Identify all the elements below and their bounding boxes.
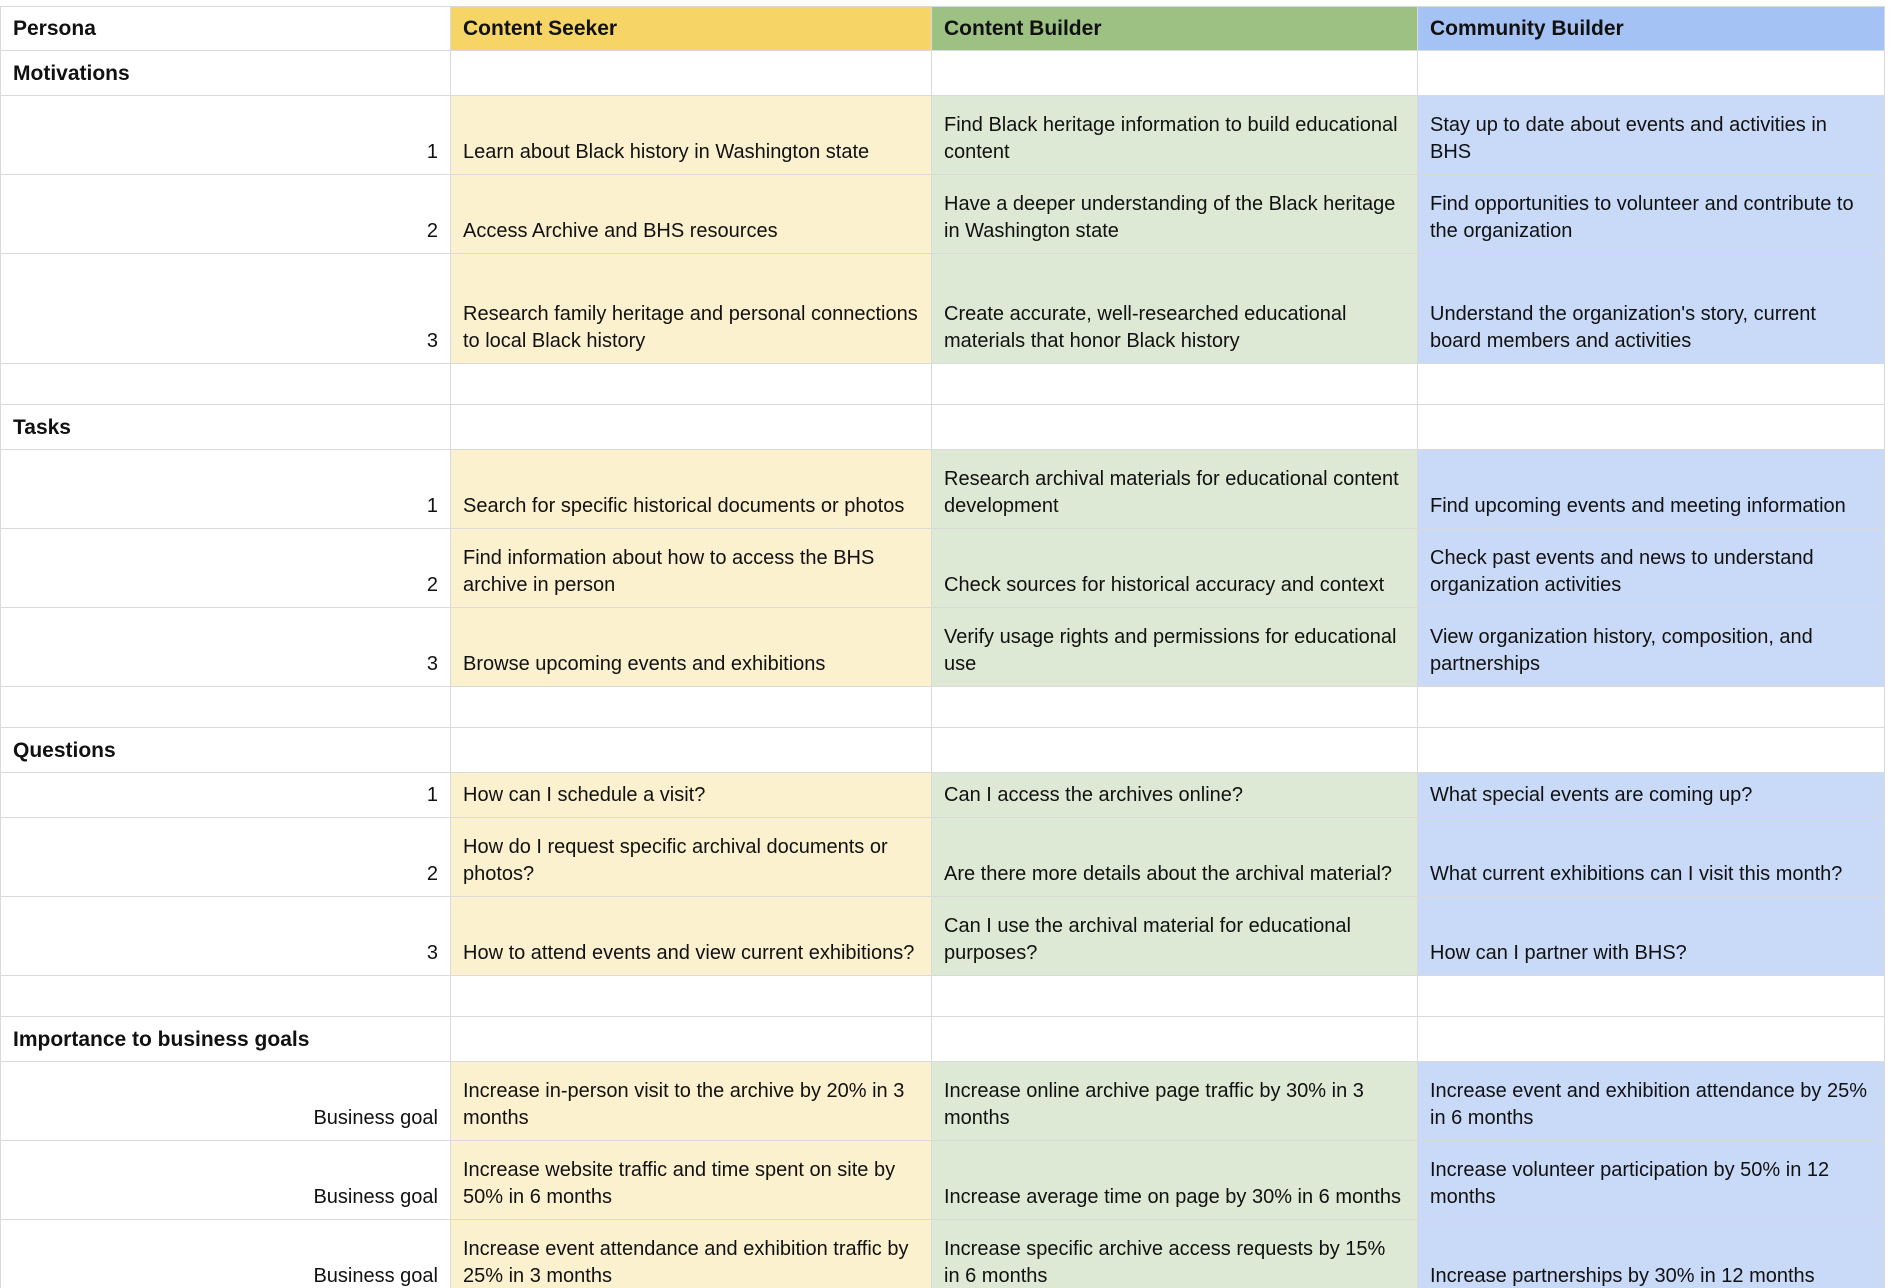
cell-motivation-1-content-seeker[interactable]: Learn about Black history in Washington state — [451, 96, 932, 175]
empty-cell[interactable] — [451, 364, 932, 405]
cell-business-goal-1-content-seeker[interactable]: Increase in-person visit to the archive by 20% in 3 months — [451, 1062, 932, 1141]
empty-cell[interactable] — [1418, 976, 1885, 1017]
cell-question-2-community-builder[interactable]: What current exhibitions can I visit this month? — [1418, 818, 1885, 897]
empty-cell[interactable] — [451, 728, 932, 773]
section-row-business-goals — [1, 1017, 1885, 1062]
section-row-tasks — [1, 405, 1885, 450]
row-number-cell[interactable]: 1 — [1, 773, 451, 818]
cell-task-2-content-builder[interactable]: Check sources for historical accuracy and context — [932, 529, 1418, 608]
cell-motivation-2-community-builder[interactable]: Find opportunities to volunteer and contribute to the organization — [1418, 175, 1885, 254]
empty-cell[interactable] — [932, 405, 1418, 450]
empty-cell[interactable] — [932, 1017, 1418, 1062]
persona-header-cell[interactable]: Persona — [1, 7, 451, 51]
business-goal-row-1 — [1, 1062, 1885, 1141]
cell-business-goal-1-content-builder[interactable]: Increase online archive page traffic by 30% in 3 months — [932, 1062, 1418, 1141]
row-number-cell[interactable]: 3 — [1, 897, 451, 976]
section-row-questions — [1, 728, 1885, 773]
cell-business-goal-2-community-builder[interactable]: Increase volunteer participation by 50% in 12 months — [1418, 1141, 1885, 1220]
row-number-cell[interactable]: 3 — [1, 254, 451, 364]
cell-business-goal-2-content-builder[interactable]: Increase average time on page by 30% in 6 months — [932, 1141, 1418, 1220]
cell-task-1-content-builder[interactable]: Research archival materials for educational content development — [932, 450, 1418, 529]
empty-cell[interactable] — [1418, 364, 1885, 405]
motivation-row-3 — [1, 254, 1885, 364]
section-label-questions[interactable]: Questions — [1, 728, 451, 773]
cell-task-3-content-builder[interactable]: Verify usage rights and permissions for educational use — [932, 608, 1418, 687]
cell-business-goal-3-content-seeker[interactable]: Increase event attendance and exhibition traffic by 25% in 3 months — [451, 1220, 932, 1288]
spacer-row — [1, 687, 1885, 728]
empty-cell[interactable] — [1, 687, 451, 728]
question-row-1 — [1, 773, 1885, 818]
persona-table — [0, 6, 1885, 1288]
cell-task-3-content-seeker[interactable]: Browse upcoming events and exhibitions — [451, 608, 932, 687]
section-label-motivations[interactable]: Motivations — [1, 51, 451, 96]
empty-cell[interactable] — [451, 1017, 932, 1062]
cell-question-3-community-builder[interactable]: How can I partner with BHS? — [1418, 897, 1885, 976]
content-seeker-header-cell[interactable]: Content Seeker — [451, 7, 932, 51]
motivation-row-2 — [1, 175, 1885, 254]
empty-cell[interactable] — [932, 976, 1418, 1017]
task-row-2 — [1, 529, 1885, 608]
cell-business-goal-1-community-builder[interactable]: Increase event and exhibition attendance by 25% in 6 months — [1418, 1062, 1885, 1141]
cell-question-1-content-seeker[interactable]: How can I schedule a visit? — [451, 773, 932, 818]
cell-motivation-2-content-builder[interactable]: Have a deeper understanding of the Black heritage in Washington state — [932, 175, 1418, 254]
empty-cell[interactable] — [451, 687, 932, 728]
business-goal-row-2 — [1, 1141, 1885, 1220]
empty-cell[interactable] — [1418, 51, 1885, 96]
empty-cell[interactable] — [932, 364, 1418, 405]
section-label-tasks[interactable]: Tasks — [1, 405, 451, 450]
row-number-cell[interactable]: 2 — [1, 175, 451, 254]
task-row-1 — [1, 450, 1885, 529]
cell-task-1-community-builder[interactable]: Find upcoming events and meeting information — [1418, 450, 1885, 529]
content-builder-header-cell[interactable]: Content Builder — [932, 7, 1418, 51]
empty-cell[interactable] — [451, 976, 932, 1017]
cell-question-1-content-builder[interactable]: Can I access the archives online? — [932, 773, 1418, 818]
task-row-3 — [1, 608, 1885, 687]
empty-cell[interactable] — [932, 687, 1418, 728]
cell-motivation-2-content-seeker[interactable]: Access Archive and BHS resources — [451, 175, 932, 254]
spacer-row — [1, 364, 1885, 405]
cell-business-goal-3-community-builder[interactable]: Increase partnerships by 30% in 12 months — [1418, 1220, 1885, 1288]
empty-cell[interactable] — [1, 364, 451, 405]
question-row-2 — [1, 818, 1885, 897]
header-row — [1, 7, 1885, 51]
cell-motivation-3-community-builder[interactable]: Understand the organization's story, current board members and activities — [1418, 254, 1885, 364]
row-label-cell[interactable]: Business goal — [1, 1062, 451, 1141]
row-number-cell[interactable]: 1 — [1, 96, 451, 175]
row-number-cell[interactable]: 2 — [1, 529, 451, 608]
empty-cell[interactable] — [1418, 405, 1885, 450]
cell-question-3-content-builder[interactable]: Can I use the archival material for educational purposes? — [932, 897, 1418, 976]
cell-task-2-community-builder[interactable]: Check past events and news to understand organization activities — [1418, 529, 1885, 608]
cell-motivation-3-content-seeker[interactable]: Research family heritage and personal connections to local Black history — [451, 254, 932, 364]
cell-task-2-content-seeker[interactable]: Find information about how to access the BHS archive in person — [451, 529, 932, 608]
cell-question-2-content-builder[interactable]: Are there more details about the archival material? — [932, 818, 1418, 897]
row-number-cell[interactable]: 1 — [1, 450, 451, 529]
cell-task-1-content-seeker[interactable]: Search for specific historical documents or photos — [451, 450, 932, 529]
cell-question-2-content-seeker[interactable]: How do I request specific archival documents or photos? — [451, 818, 932, 897]
section-label-business-goals[interactable]: Importance to business goals — [1, 1017, 451, 1062]
motivation-row-1 — [1, 96, 1885, 175]
empty-cell[interactable] — [1, 976, 451, 1017]
cell-motivation-1-content-builder[interactable]: Find Black heritage information to build educational content — [932, 96, 1418, 175]
section-row-motivations — [1, 51, 1885, 96]
cell-question-3-content-seeker[interactable]: How to attend events and view current exhibitions? — [451, 897, 932, 976]
empty-cell[interactable] — [1418, 1017, 1885, 1062]
empty-cell[interactable] — [1418, 687, 1885, 728]
cell-motivation-1-community-builder[interactable]: Stay up to date about events and activities in BHS — [1418, 96, 1885, 175]
empty-cell[interactable] — [932, 51, 1418, 96]
cell-business-goal-2-content-seeker[interactable]: Increase website traffic and time spent on site by 50% in 6 months — [451, 1141, 932, 1220]
empty-cell[interactable] — [451, 51, 932, 96]
row-label-cell[interactable]: Business goal — [1, 1220, 451, 1288]
cell-business-goal-3-content-builder[interactable]: Increase specific archive access requests by 15% in 6 months — [932, 1220, 1418, 1288]
cell-question-1-community-builder[interactable]: What special events are coming up? — [1418, 773, 1885, 818]
row-label-cell[interactable]: Business goal — [1, 1141, 451, 1220]
question-row-3 — [1, 897, 1885, 976]
row-number-cell[interactable]: 3 — [1, 608, 451, 687]
community-builder-header-cell[interactable]: Community Builder — [1418, 7, 1885, 51]
business-goal-row-3 — [1, 1220, 1885, 1288]
cell-task-3-community-builder[interactable]: View organization history, composition, and partnerships — [1418, 608, 1885, 687]
cell-motivation-3-content-builder[interactable]: Create accurate, well-researched educational materials that honor Black history — [932, 254, 1418, 364]
empty-cell[interactable] — [932, 728, 1418, 773]
empty-cell[interactable] — [451, 405, 932, 450]
empty-cell[interactable] — [1418, 728, 1885, 773]
spacer-row — [1, 976, 1885, 1017]
row-number-cell[interactable]: 2 — [1, 818, 451, 897]
